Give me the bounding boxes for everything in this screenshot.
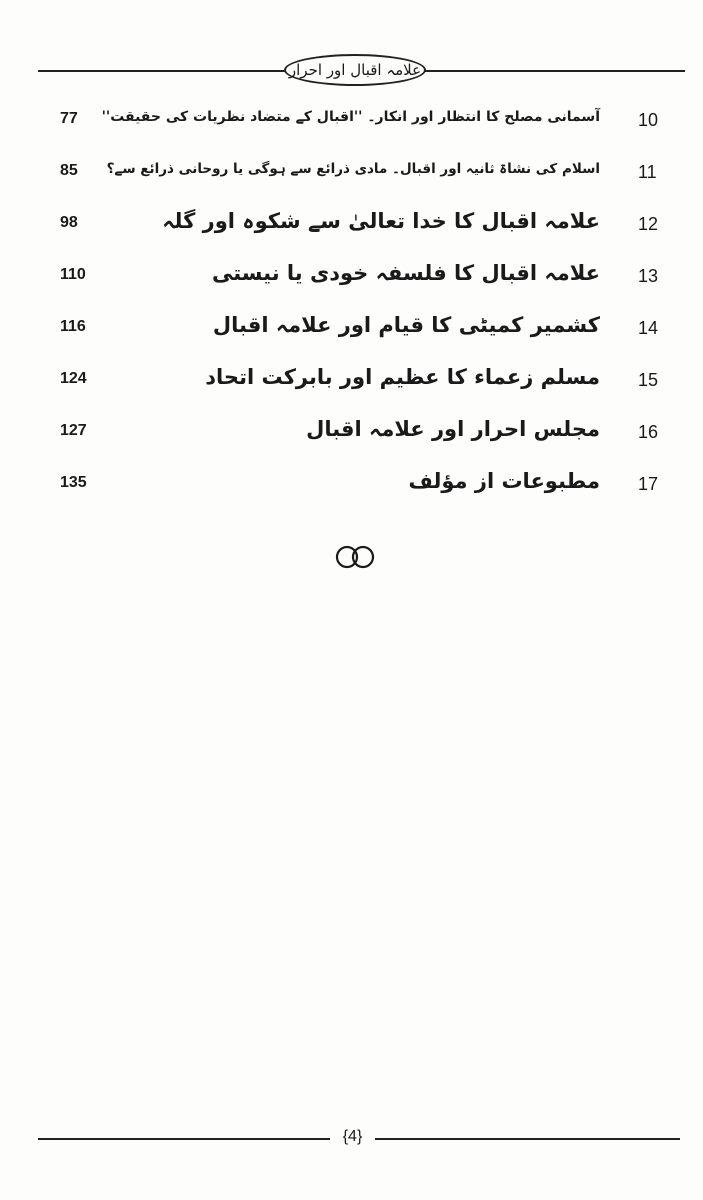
toc-entry [40,204,680,244]
header-rule-left [38,70,286,72]
toc-entry-number: 15 [638,370,659,390]
toc-entry [40,412,680,452]
toc-entry-title: علامہ اقبال کا فلسفہ خودی یا نیستی [211,261,600,285]
toc-entry-number: 10 [638,110,659,130]
toc-entry-title: علامہ اقبال کا خدا تعالیٰ سے شکوہ اور گلہ [162,209,600,233]
toc-entry-title: مطبوعات از مؤلف [408,469,600,493]
running-title: علامہ اقبال اور احرار [284,54,426,86]
toc-page-number: 77 [60,110,78,127]
toc-entry-title: آسمانی مصلح کا انتظار اور انکار۔ ''اقبال کے متضاد نظریات کی حقیقت'' [101,109,600,125]
footer-rule-right [375,1138,680,1140]
toc-entry-title: مجلس احرار اور علامہ اقبال [306,417,600,441]
toc-entry-number: 17 [638,474,659,494]
toc-entry-number: 13 [638,266,659,286]
toc-entry-number: 12 [638,214,659,234]
toc-entry [40,100,680,140]
toc-page-number: 124 [60,370,87,387]
toc-entry-title: مسلم زعماء کا عظیم اور بابرکت اتحاد [205,365,600,389]
footer-rule-left [38,1138,330,1140]
toc-page-number: 110 [60,266,86,283]
toc-entry-number: 11 [638,162,657,182]
toc-entry [40,308,680,348]
toc-entry-title: اسلام کی نشاۃ ثانیہ اور اقبال۔ مادی ذرائع سے ہوگی یا روحانی ذرائع سے؟ [106,161,600,177]
toc-entry [40,152,680,192]
toc-entry-number: 16 [638,422,659,442]
toc-page-number: 85 [60,162,78,179]
toc-entry-title: کشمیر کمیٹی کا قیام اور علامہ اقبال [212,313,600,337]
toc-entry-number: 14 [638,318,659,338]
toc-page-number: 116 [60,318,86,335]
toc-entry [40,256,680,296]
toc-page-number: 127 [60,422,87,439]
toc-entry [40,464,680,504]
end-ornament-icon [330,542,380,572]
header-rule-right [425,70,685,72]
toc-entry [40,360,680,400]
toc-page-number: 135 [60,474,87,491]
toc-page-number: 98 [60,214,78,231]
page-number: {4} [342,1128,363,1145]
